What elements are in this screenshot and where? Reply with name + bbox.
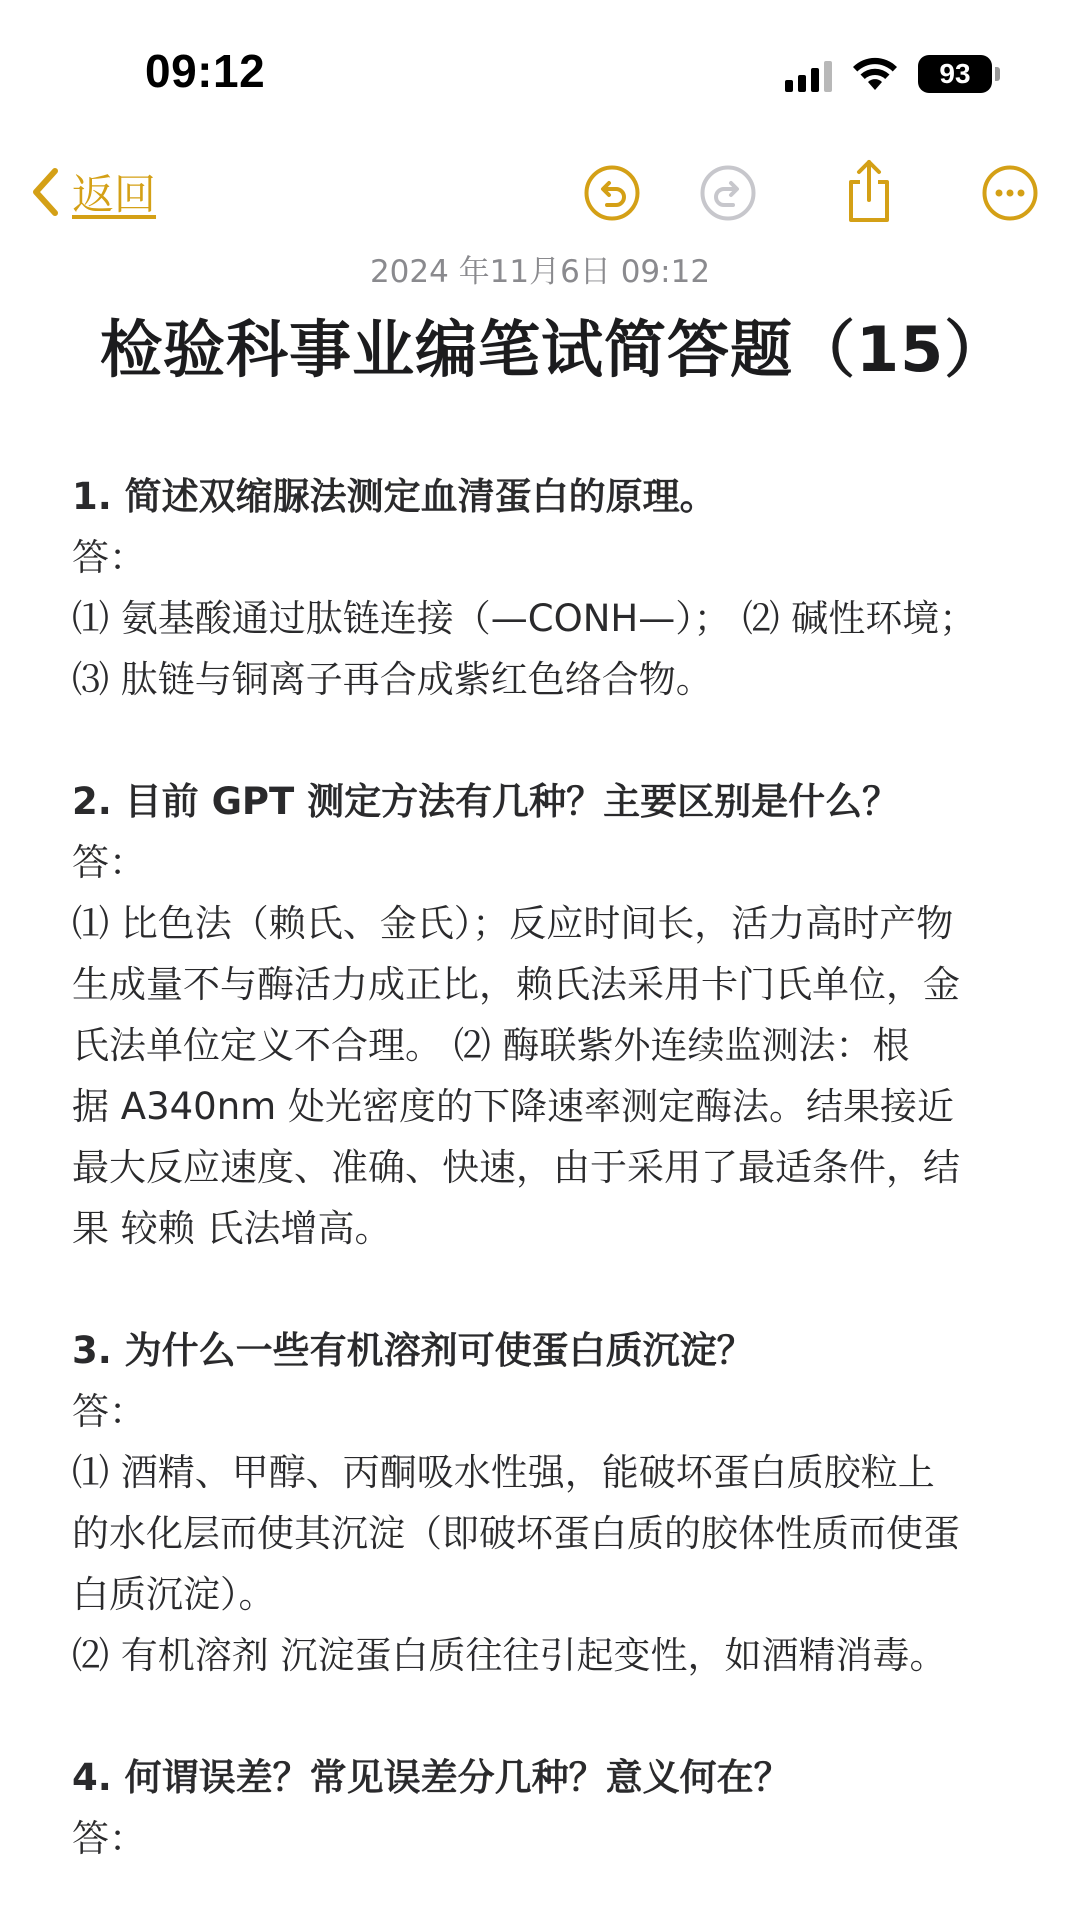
back-button[interactable]	[30, 162, 156, 222]
answer-line: ⑵ 有机溶剂 沉淀蛋白质往往引起变性，如酒精消毒。	[72, 1634, 947, 1677]
answer-line: 白质沉淀）。	[72, 1573, 276, 1616]
cellular-signal-icon	[785, 56, 832, 92]
answer-line: ⑴ 酒精、甲醇、丙酮吸水性强，能破坏蛋白质胶粒上	[72, 1451, 935, 1494]
answer-line: ⑶ 肽链与铜离子再合成紫红色络合物。	[72, 658, 713, 701]
status-bar	[0, 0, 1080, 140]
answer-label: 答：	[72, 536, 146, 579]
answer-line: ⑴ 比色法（赖氏、金氏）；反应时间长，活力高时产物	[72, 902, 954, 945]
battery-level: 93	[939, 58, 971, 89]
share-icon[interactable]	[840, 158, 898, 224]
qa-item	[72, 1747, 1012, 1869]
redo-icon[interactable]	[699, 164, 757, 222]
nav-bar	[0, 140, 1080, 240]
question-text: 3. 为什么一些有机溶剂可使蛋白质沉淀？	[72, 1329, 754, 1372]
qa-item	[72, 771, 1012, 1259]
status-icons	[785, 52, 1000, 96]
status-time: 09:12	[145, 45, 266, 97]
answer-line: 据 A340nm 处光密度的下降速率测定酶法。结果接近	[72, 1085, 954, 1128]
question-text: 2. 目前 GPT 测定方法有几种？主要区别是什么？	[72, 780, 900, 823]
battery-icon	[918, 55, 1000, 93]
answer-line: 生成量不与酶活力成正比，赖氏法采用卡门氏单位，金	[72, 963, 960, 1006]
note-body[interactable]	[72, 466, 1012, 1930]
answer-label: 答：	[72, 1390, 146, 1433]
answer-label: 答：	[72, 841, 146, 884]
qa-item	[72, 1320, 1012, 1686]
question-text: 1. 简述双缩脲法测定血清蛋白的原理。	[72, 475, 717, 518]
undo-icon[interactable]	[583, 164, 641, 222]
answer-line: 果 较赖 氏法增高。	[72, 1207, 392, 1250]
back-label: 返回	[72, 170, 157, 219]
answer-line: ⑴ 氨基酸通过肽链连接（—CONH—）； ⑵ 碱性环境；	[72, 597, 977, 640]
answer-line: 氏法单位定义不合理。 ⑵ 酶联紫外连续监测法：根	[72, 1024, 910, 1067]
qa-item	[72, 466, 1012, 710]
note-date: 2024 年11月6日 09:12	[369, 254, 711, 290]
note-title[interactable]: 检验科事业编笔试简答题（15）	[100, 313, 1008, 386]
answer-line: 的水化层而使其沉淀（即破坏蛋白质的胶体性质而使蛋	[72, 1512, 960, 1555]
more-icon[interactable]	[981, 164, 1039, 222]
wifi-icon	[852, 56, 898, 92]
chevron-left-icon	[30, 167, 60, 217]
answer-label: 答：	[72, 1817, 146, 1860]
answer-line: 最大反应速度、准确、快速，由于采用了最适条件，结	[72, 1146, 960, 1189]
question-text: 4. 何谓误差？常见误差分几种？意义何在？	[72, 1756, 791, 1799]
